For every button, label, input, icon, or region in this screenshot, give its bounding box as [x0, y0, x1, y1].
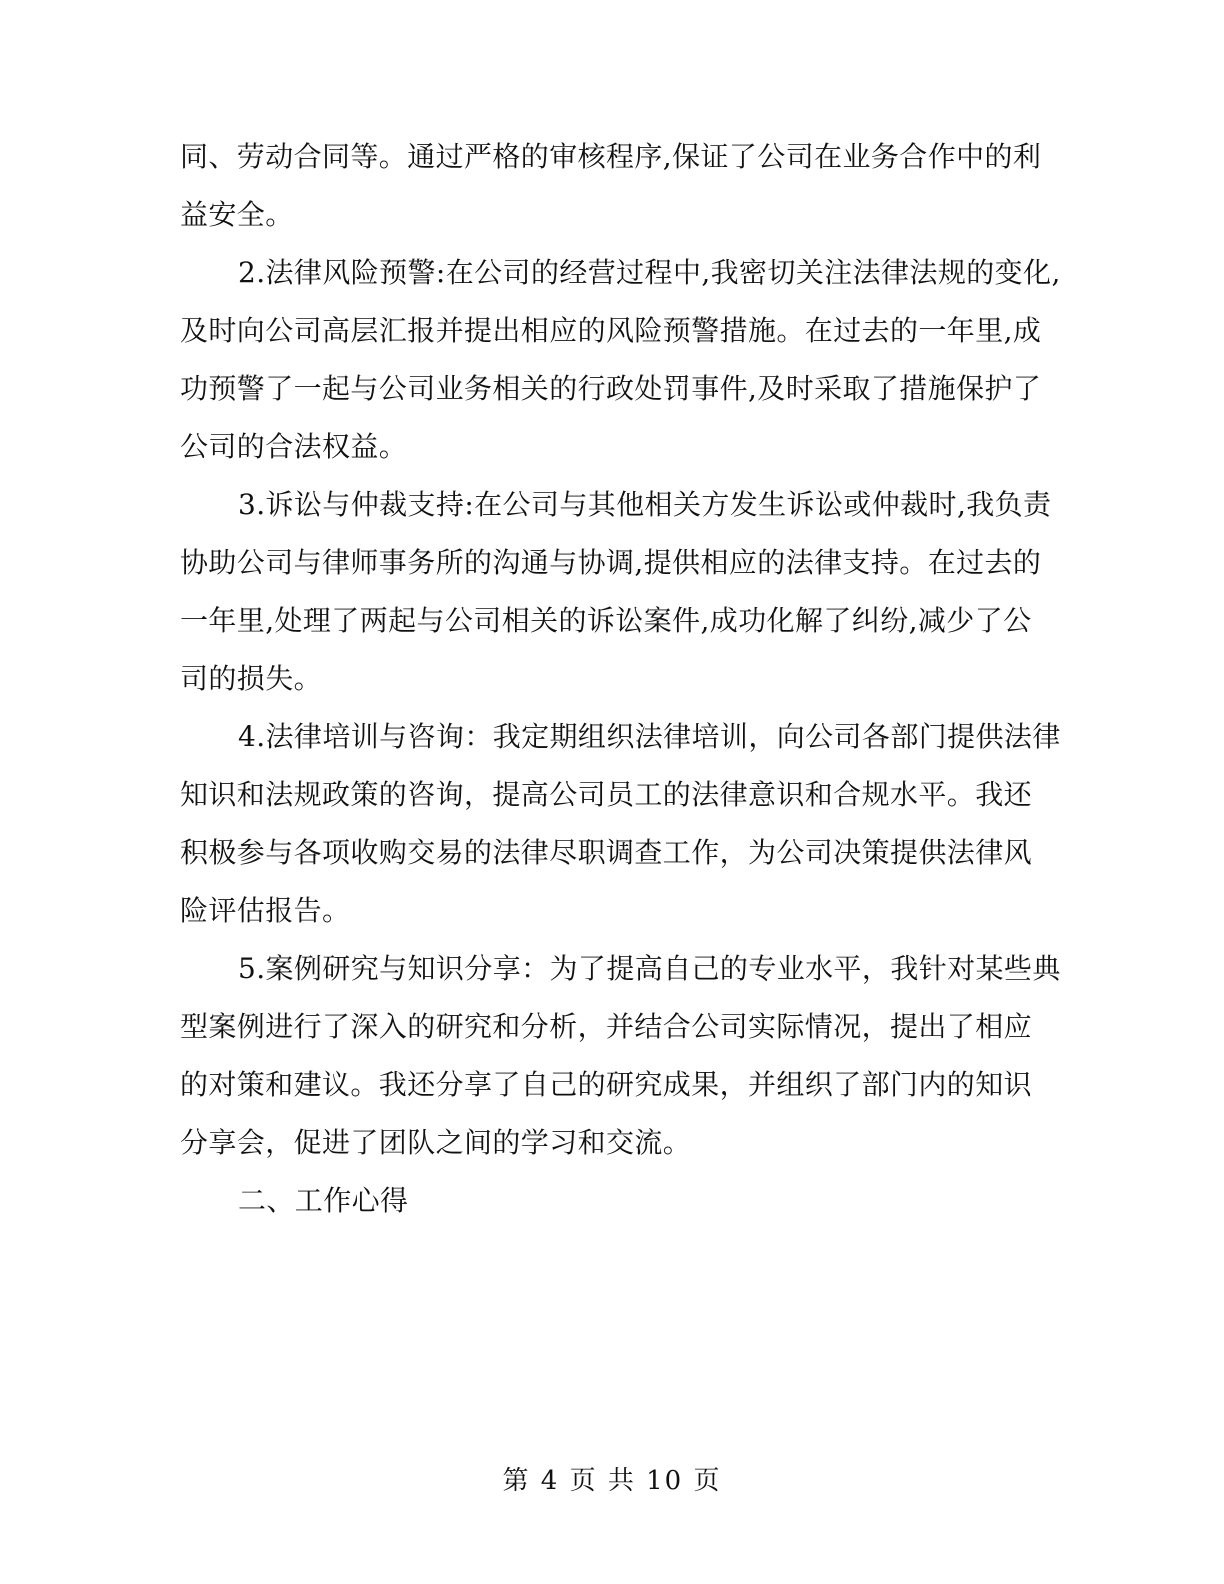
text-line: 分享会，促进了团队之间的学习和交流。 [180, 1126, 692, 1159]
page-number-footer: 第 4 页 共 10 页 [502, 1466, 722, 1496]
text-line: 司的损失。 [180, 662, 323, 695]
text-line: 知识和法规政策的咨询，提高公司员工的法律意识和合规水平。我还 [180, 778, 1033, 811]
text-line: 及时向公司高层汇报并提出相应的风险预警措施。在过去的一年里,成 [180, 314, 1042, 347]
text-line: 功预警了一起与公司业务相关的行政处罚事件,及时采取了措施保护了 [180, 372, 1042, 405]
text-line: 4.法律培训与咨询：我定期组织法律培训，向公司各部门提供法律 [238, 720, 1061, 753]
text-line: 型案例进行了深入的研究和分析，并结合公司实际情况，提出了相应 [180, 1010, 1033, 1043]
text-line: 2.法律风险预警:在公司的经营过程中,我密切关注法律法规的变化, [238, 256, 1061, 289]
text-line: 险评估报告。 [180, 894, 351, 927]
text-line: 一年里,处理了两起与公司相关的诉讼案件,成功化解了纠纷,减少了公 [180, 604, 1032, 637]
text-line: 积极参与各项收购交易的法律尽职调查工作，为公司决策提供法律风 [180, 836, 1033, 869]
text-line: 益安全。 [180, 198, 294, 231]
text-line: 的对策和建议。我还分享了自己的研究成果，并组织了部门内的知识 [180, 1068, 1033, 1101]
text-line: 同、劳动合同等。通过严格的审核程序,保证了公司在业务合作中的利 [180, 140, 1042, 173]
text-line: 协助公司与律师事务所的沟通与协调,提供相应的法律支持。在过去的 [180, 546, 1042, 579]
document-body [180, 128, 1061, 1230]
text-line: 3.诉讼与仲裁支持:在公司与其他相关方发生诉讼或仲裁时,我负责 [238, 488, 1052, 521]
text-line: 公司的合法权益。 [180, 430, 408, 463]
section-heading: 二、工作心得 [238, 1184, 409, 1217]
text-line: 5.案例研究与知识分享：为了提高自己的专业水平，我针对某些典 [238, 952, 1061, 985]
